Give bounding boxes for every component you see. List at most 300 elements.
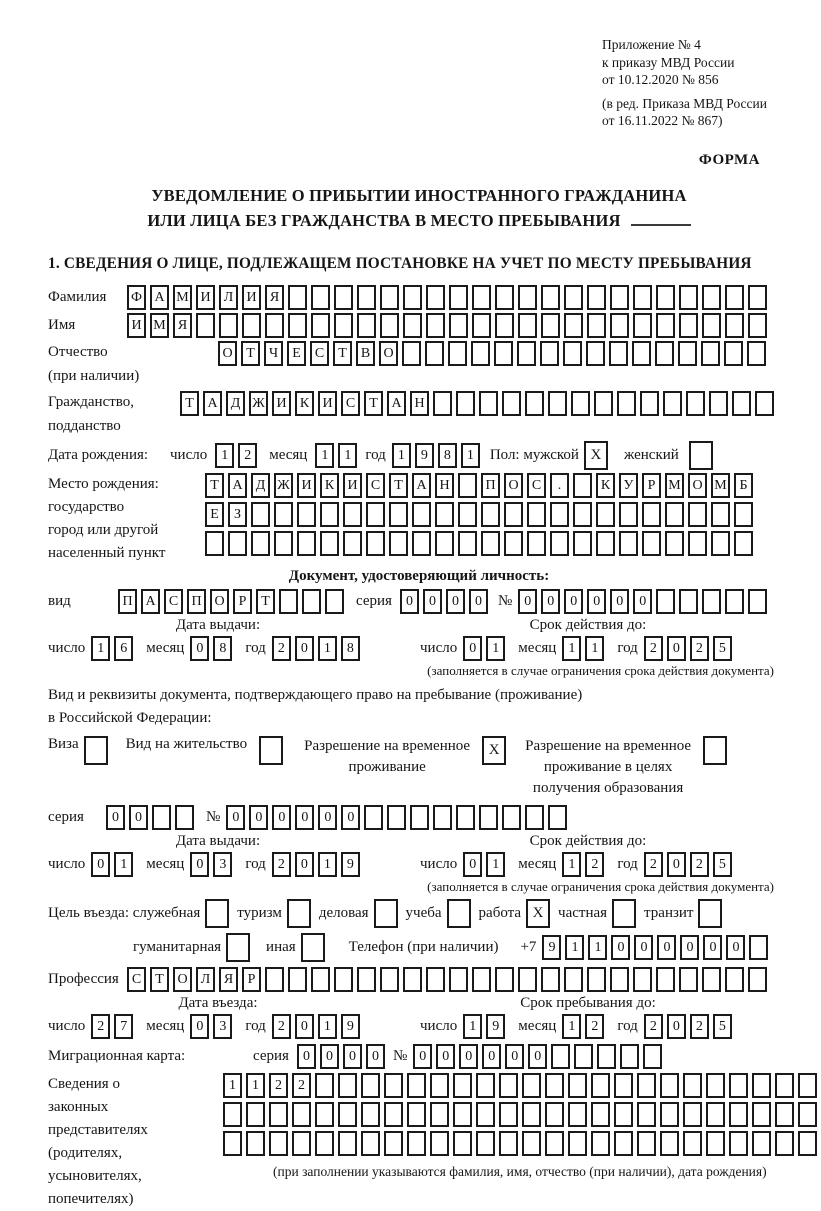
char-cell[interactable]: Т — [241, 341, 260, 366]
char-cell[interactable] — [407, 1131, 426, 1156]
char-cell[interactable]: 2 — [690, 852, 709, 877]
char-cell[interactable] — [563, 341, 582, 366]
char-cell[interactable] — [642, 502, 661, 527]
official-checkbox[interactable] — [205, 899, 229, 928]
char-cell[interactable] — [499, 1131, 518, 1156]
char-cell[interactable]: 1 — [215, 443, 234, 468]
char-cell[interactable]: М — [665, 473, 684, 498]
char-cell[interactable] — [686, 391, 705, 416]
char-cell[interactable] — [426, 285, 445, 310]
char-cell[interactable]: 0 — [667, 636, 686, 661]
char-cell[interactable]: 2 — [690, 1014, 709, 1039]
char-cell[interactable] — [798, 1102, 817, 1127]
char-cell[interactable]: О — [688, 473, 707, 498]
char-cell[interactable]: К — [596, 473, 615, 498]
char-cell[interactable]: 0 — [295, 852, 314, 877]
char-cell[interactable] — [637, 1102, 656, 1127]
char-cell[interactable]: 5 — [713, 1014, 732, 1039]
char-cell[interactable] — [545, 1102, 564, 1127]
char-cell[interactable]: 0 — [611, 935, 630, 960]
char-cell[interactable] — [292, 1131, 311, 1156]
char-cell[interactable]: 0 — [657, 935, 676, 960]
char-cell[interactable] — [288, 967, 307, 992]
char-cell[interactable] — [472, 967, 491, 992]
char-cell[interactable]: П — [187, 589, 206, 614]
char-cell[interactable] — [596, 502, 615, 527]
char-cell[interactable]: А — [141, 589, 160, 614]
char-cell[interactable] — [775, 1131, 794, 1156]
char-cell[interactable] — [688, 502, 707, 527]
female-checkbox[interactable] — [689, 441, 713, 470]
char-cell[interactable] — [265, 313, 284, 338]
char-cell[interactable] — [311, 967, 330, 992]
char-cell[interactable] — [357, 313, 376, 338]
char-cell[interactable] — [656, 589, 675, 614]
char-cell[interactable]: В — [356, 341, 375, 366]
char-cell[interactable]: 2 — [269, 1073, 288, 1098]
char-cell[interactable]: 1 — [318, 852, 337, 877]
char-cell[interactable] — [410, 805, 429, 830]
char-cell[interactable] — [702, 589, 721, 614]
char-cell[interactable]: 0 — [587, 589, 606, 614]
char-cell[interactable]: С — [164, 589, 183, 614]
char-cell[interactable] — [338, 1131, 357, 1156]
char-cell[interactable]: 0 — [610, 589, 629, 614]
char-cell[interactable]: 2 — [238, 443, 257, 468]
char-cell[interactable]: Я — [265, 285, 284, 310]
char-cell[interactable] — [435, 502, 454, 527]
char-cell[interactable] — [610, 967, 629, 992]
char-cell[interactable] — [564, 967, 583, 992]
char-cell[interactable] — [568, 1102, 587, 1127]
char-cell[interactable] — [448, 341, 467, 366]
char-cell[interactable] — [540, 341, 559, 366]
char-cell[interactable] — [435, 531, 454, 556]
char-cell[interactable] — [660, 1102, 679, 1127]
char-cell[interactable]: 0 — [272, 805, 291, 830]
char-cell[interactable] — [456, 391, 475, 416]
char-cell[interactable] — [361, 1131, 380, 1156]
char-cell[interactable] — [426, 967, 445, 992]
char-cell[interactable]: И — [297, 473, 316, 498]
char-cell[interactable] — [292, 1102, 311, 1127]
char-cell[interactable]: И — [272, 391, 291, 416]
char-cell[interactable] — [678, 341, 697, 366]
char-cell[interactable]: Л — [196, 967, 215, 992]
char-cell[interactable] — [679, 589, 698, 614]
char-cell[interactable] — [725, 285, 744, 310]
char-cell[interactable] — [343, 531, 362, 556]
char-cell[interactable]: 1 — [318, 1014, 337, 1039]
char-cell[interactable] — [573, 473, 592, 498]
char-cell[interactable] — [522, 1073, 541, 1098]
char-cell[interactable] — [688, 531, 707, 556]
char-cell[interactable]: Т — [256, 589, 275, 614]
char-cell[interactable]: 5 — [713, 852, 732, 877]
char-cell[interactable] — [656, 313, 675, 338]
humanitarian-checkbox[interactable] — [226, 933, 250, 962]
char-cell[interactable] — [384, 1102, 403, 1127]
char-cell[interactable] — [476, 1073, 495, 1098]
char-cell[interactable]: 0 — [249, 805, 268, 830]
char-cell[interactable] — [357, 967, 376, 992]
char-cell[interactable]: Е — [205, 502, 224, 527]
char-cell[interactable] — [614, 1073, 633, 1098]
char-cell[interactable] — [541, 313, 560, 338]
char-cell[interactable] — [246, 1102, 265, 1127]
char-cell[interactable] — [548, 391, 567, 416]
char-cell[interactable] — [724, 341, 743, 366]
char-cell[interactable]: 0 — [436, 1044, 455, 1069]
char-cell[interactable]: А — [203, 391, 222, 416]
char-cell[interactable] — [495, 285, 514, 310]
char-cell[interactable]: Д — [226, 391, 245, 416]
char-cell[interactable] — [637, 1073, 656, 1098]
char-cell[interactable] — [748, 313, 767, 338]
char-cell[interactable]: 0 — [423, 589, 442, 614]
business-checkbox[interactable] — [374, 899, 398, 928]
char-cell[interactable] — [752, 1102, 771, 1127]
char-cell[interactable] — [366, 531, 385, 556]
char-cell[interactable] — [564, 313, 583, 338]
char-cell[interactable] — [702, 285, 721, 310]
char-cell[interactable]: 1 — [486, 636, 505, 661]
char-cell[interactable] — [269, 1102, 288, 1127]
char-cell[interactable] — [384, 1073, 403, 1098]
char-cell[interactable] — [642, 531, 661, 556]
char-cell[interactable]: С — [366, 473, 385, 498]
char-cell[interactable]: 0 — [518, 589, 537, 614]
char-cell[interactable] — [425, 341, 444, 366]
char-cell[interactable] — [665, 502, 684, 527]
char-cell[interactable] — [550, 502, 569, 527]
char-cell[interactable]: Ф — [127, 285, 146, 310]
char-cell[interactable] — [633, 285, 652, 310]
char-cell[interactable]: Т — [180, 391, 199, 416]
char-cell[interactable]: . — [550, 473, 569, 498]
char-cell[interactable] — [338, 1102, 357, 1127]
other-checkbox[interactable] — [301, 933, 325, 962]
char-cell[interactable] — [798, 1073, 817, 1098]
work-checkbox[interactable]: X — [526, 899, 550, 928]
char-cell[interactable]: 0 — [505, 1044, 524, 1069]
char-cell[interactable]: 0 — [366, 1044, 385, 1069]
char-cell[interactable] — [711, 531, 730, 556]
char-cell[interactable] — [591, 1102, 610, 1127]
char-cell[interactable]: Т — [333, 341, 352, 366]
char-cell[interactable]: С — [310, 341, 329, 366]
char-cell[interactable]: 0 — [297, 1044, 316, 1069]
char-cell[interactable] — [196, 313, 215, 338]
char-cell[interactable] — [430, 1131, 449, 1156]
visa-checkbox[interactable] — [84, 736, 108, 765]
char-cell[interactable] — [527, 531, 546, 556]
char-cell[interactable] — [610, 285, 629, 310]
char-cell[interactable] — [551, 1044, 570, 1069]
char-cell[interactable]: 2 — [644, 1014, 663, 1039]
char-cell[interactable] — [389, 531, 408, 556]
char-cell[interactable]: А — [228, 473, 247, 498]
char-cell[interactable]: 0 — [528, 1044, 547, 1069]
char-cell[interactable] — [499, 1073, 518, 1098]
char-cell[interactable]: 2 — [585, 852, 604, 877]
char-cell[interactable]: Т — [150, 967, 169, 992]
char-cell[interactable] — [798, 1131, 817, 1156]
char-cell[interactable] — [494, 341, 513, 366]
char-cell[interactable] — [725, 313, 744, 338]
char-cell[interactable] — [548, 805, 567, 830]
char-cell[interactable] — [495, 967, 514, 992]
char-cell[interactable] — [614, 1131, 633, 1156]
char-cell[interactable]: Л — [219, 285, 238, 310]
char-cell[interactable] — [725, 967, 744, 992]
char-cell[interactable] — [223, 1102, 242, 1127]
char-cell[interactable]: 1 — [461, 443, 480, 468]
char-cell[interactable]: 1 — [565, 935, 584, 960]
residence-permit-checkbox[interactable] — [259, 736, 283, 765]
char-cell[interactable] — [597, 1044, 616, 1069]
char-cell[interactable]: У — [619, 473, 638, 498]
char-cell[interactable]: 1 — [562, 636, 581, 661]
char-cell[interactable]: С — [527, 473, 546, 498]
char-cell[interactable] — [288, 285, 307, 310]
char-cell[interactable] — [242, 313, 261, 338]
char-cell[interactable] — [476, 1102, 495, 1127]
char-cell[interactable] — [265, 967, 284, 992]
char-cell[interactable]: Ч — [264, 341, 283, 366]
char-cell[interactable] — [591, 1073, 610, 1098]
char-cell[interactable]: К — [320, 473, 339, 498]
char-cell[interactable] — [412, 502, 431, 527]
char-cell[interactable] — [748, 285, 767, 310]
char-cell[interactable]: И — [127, 313, 146, 338]
char-cell[interactable]: 9 — [341, 852, 360, 877]
temp-permit-checkbox[interactable]: X — [482, 736, 506, 765]
char-cell[interactable] — [504, 502, 523, 527]
char-cell[interactable] — [518, 967, 537, 992]
char-cell[interactable]: Т — [389, 473, 408, 498]
char-cell[interactable]: О — [210, 589, 229, 614]
char-cell[interactable] — [545, 1131, 564, 1156]
char-cell[interactable] — [617, 391, 636, 416]
char-cell[interactable] — [518, 285, 537, 310]
char-cell[interactable]: 1 — [585, 636, 604, 661]
char-cell[interactable] — [403, 285, 422, 310]
char-cell[interactable] — [541, 285, 560, 310]
char-cell[interactable] — [361, 1073, 380, 1098]
char-cell[interactable]: 8 — [438, 443, 457, 468]
char-cell[interactable] — [752, 1073, 771, 1098]
char-cell[interactable]: 9 — [542, 935, 561, 960]
temp-permit-edu-checkbox[interactable] — [703, 736, 727, 765]
char-cell[interactable]: 0 — [190, 1014, 209, 1039]
char-cell[interactable] — [573, 502, 592, 527]
char-cell[interactable]: Н — [410, 391, 429, 416]
char-cell[interactable]: С — [127, 967, 146, 992]
char-cell[interactable] — [472, 285, 491, 310]
char-cell[interactable]: Т — [205, 473, 224, 498]
char-cell[interactable]: 1 — [318, 636, 337, 661]
char-cell[interactable] — [479, 805, 498, 830]
char-cell[interactable]: 8 — [341, 636, 360, 661]
char-cell[interactable]: 9 — [486, 1014, 505, 1039]
char-cell[interactable] — [228, 531, 247, 556]
char-cell[interactable]: 0 — [634, 935, 653, 960]
char-cell[interactable] — [380, 313, 399, 338]
char-cell[interactable] — [656, 285, 675, 310]
char-cell[interactable] — [518, 313, 537, 338]
char-cell[interactable] — [596, 531, 615, 556]
char-cell[interactable] — [656, 967, 675, 992]
char-cell[interactable] — [456, 805, 475, 830]
char-cell[interactable] — [633, 313, 652, 338]
char-cell[interactable]: 1 — [91, 636, 110, 661]
char-cell[interactable]: 0 — [726, 935, 745, 960]
char-cell[interactable]: 2 — [272, 636, 291, 661]
tourism-checkbox[interactable] — [287, 899, 311, 928]
char-cell[interactable]: П — [481, 473, 500, 498]
char-cell[interactable]: Р — [642, 473, 661, 498]
char-cell[interactable] — [279, 589, 298, 614]
char-cell[interactable]: М — [173, 285, 192, 310]
char-cell[interactable] — [568, 1073, 587, 1098]
char-cell[interactable] — [747, 341, 766, 366]
char-cell[interactable] — [564, 285, 583, 310]
char-cell[interactable] — [430, 1073, 449, 1098]
char-cell[interactable]: 2 — [690, 636, 709, 661]
char-cell[interactable]: Ж — [274, 473, 293, 498]
char-cell[interactable]: 0 — [295, 805, 314, 830]
char-cell[interactable] — [550, 531, 569, 556]
char-cell[interactable] — [701, 341, 720, 366]
char-cell[interactable] — [587, 967, 606, 992]
char-cell[interactable]: 9 — [341, 1014, 360, 1039]
char-cell[interactable] — [679, 313, 698, 338]
char-cell[interactable] — [320, 531, 339, 556]
private-checkbox[interactable] — [612, 899, 636, 928]
char-cell[interactable] — [315, 1102, 334, 1127]
male-checkbox[interactable]: X — [584, 441, 608, 470]
char-cell[interactable] — [729, 1073, 748, 1098]
char-cell[interactable]: 2 — [585, 1014, 604, 1039]
char-cell[interactable]: 2 — [272, 852, 291, 877]
char-cell[interactable] — [334, 313, 353, 338]
char-cell[interactable]: Я — [219, 967, 238, 992]
char-cell[interactable]: 1 — [562, 852, 581, 877]
char-cell[interactable]: 0 — [680, 935, 699, 960]
char-cell[interactable] — [637, 1131, 656, 1156]
char-cell[interactable]: О — [173, 967, 192, 992]
char-cell[interactable] — [246, 1131, 265, 1156]
char-cell[interactable] — [573, 531, 592, 556]
char-cell[interactable] — [380, 285, 399, 310]
char-cell[interactable]: О — [218, 341, 237, 366]
char-cell[interactable] — [479, 391, 498, 416]
char-cell[interactable]: 1 — [562, 1014, 581, 1039]
char-cell[interactable] — [545, 1073, 564, 1098]
char-cell[interactable] — [522, 1102, 541, 1127]
char-cell[interactable]: 1 — [114, 852, 133, 877]
char-cell[interactable] — [734, 502, 753, 527]
char-cell[interactable] — [430, 1102, 449, 1127]
char-cell[interactable] — [660, 1131, 679, 1156]
char-cell[interactable]: 0 — [295, 1014, 314, 1039]
study-checkbox[interactable] — [447, 899, 471, 928]
char-cell[interactable] — [453, 1131, 472, 1156]
char-cell[interactable] — [706, 1102, 725, 1127]
char-cell[interactable]: 1 — [588, 935, 607, 960]
char-cell[interactable]: 2 — [91, 1014, 110, 1039]
char-cell[interactable]: 0 — [469, 589, 488, 614]
char-cell[interactable] — [205, 531, 224, 556]
char-cell[interactable]: 0 — [320, 1044, 339, 1069]
char-cell[interactable] — [571, 391, 590, 416]
char-cell[interactable]: О — [504, 473, 523, 498]
char-cell[interactable]: 2 — [292, 1073, 311, 1098]
char-cell[interactable]: 0 — [318, 805, 337, 830]
char-cell[interactable]: Т — [364, 391, 383, 416]
char-cell[interactable]: И — [318, 391, 337, 416]
char-cell[interactable] — [591, 1131, 610, 1156]
char-cell[interactable]: К — [295, 391, 314, 416]
char-cell[interactable] — [502, 391, 521, 416]
char-cell[interactable] — [775, 1102, 794, 1127]
char-cell[interactable] — [643, 1044, 662, 1069]
char-cell[interactable]: 0 — [564, 589, 583, 614]
char-cell[interactable] — [403, 967, 422, 992]
char-cell[interactable] — [633, 967, 652, 992]
char-cell[interactable]: 8 — [213, 636, 232, 661]
char-cell[interactable] — [384, 1131, 403, 1156]
char-cell[interactable]: Р — [233, 589, 252, 614]
char-cell[interactable] — [449, 313, 468, 338]
char-cell[interactable]: 0 — [463, 852, 482, 877]
char-cell[interactable] — [274, 531, 293, 556]
char-cell[interactable] — [614, 1102, 633, 1127]
char-cell[interactable] — [729, 1131, 748, 1156]
char-cell[interactable]: А — [412, 473, 431, 498]
char-cell[interactable] — [594, 391, 613, 416]
char-cell[interactable]: 0 — [446, 589, 465, 614]
char-cell[interactable] — [683, 1102, 702, 1127]
char-cell[interactable] — [458, 502, 477, 527]
char-cell[interactable] — [269, 1131, 288, 1156]
char-cell[interactable] — [325, 589, 344, 614]
char-cell[interactable]: 0 — [91, 852, 110, 877]
char-cell[interactable] — [574, 1044, 593, 1069]
char-cell[interactable] — [655, 341, 674, 366]
char-cell[interactable] — [387, 805, 406, 830]
char-cell[interactable]: 5 — [713, 636, 732, 661]
char-cell[interactable] — [288, 313, 307, 338]
char-cell[interactable] — [366, 502, 385, 527]
char-cell[interactable] — [725, 589, 744, 614]
char-cell[interactable] — [297, 531, 316, 556]
char-cell[interactable]: 0 — [413, 1044, 432, 1069]
char-cell[interactable] — [729, 1102, 748, 1127]
char-cell[interactable] — [749, 935, 768, 960]
char-cell[interactable] — [706, 1131, 725, 1156]
char-cell[interactable] — [449, 285, 468, 310]
char-cell[interactable] — [315, 1073, 334, 1098]
char-cell[interactable] — [732, 391, 751, 416]
char-cell[interactable] — [334, 285, 353, 310]
char-cell[interactable] — [302, 589, 321, 614]
char-cell[interactable] — [449, 967, 468, 992]
char-cell[interactable]: 1 — [315, 443, 334, 468]
char-cell[interactable] — [476, 1131, 495, 1156]
char-cell[interactable] — [679, 285, 698, 310]
